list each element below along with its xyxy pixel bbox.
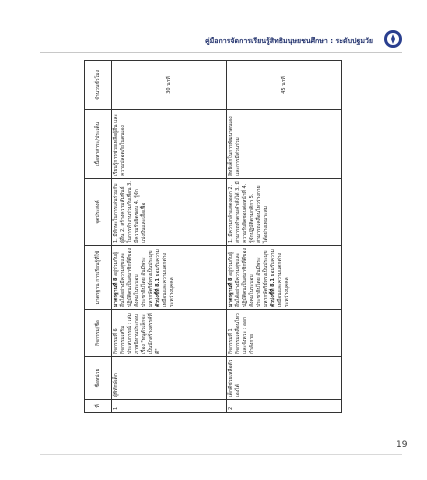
table-row [227, 61, 342, 413]
header-cell: ชื่อหน่วย [85, 357, 112, 400]
lesson-plan-table [84, 60, 342, 413]
indicator-title: ตัวบ่งชี้ที่ 8.1 [155, 278, 161, 307]
indicator-text: ยอมรับความเหมือนและความแตกต่างระหว่างบุคคล [155, 249, 175, 307]
page-header-title: คู่มือการจัดการเรียนรู้สิทธิมนุษยชนศึกษา : ระดับปฐมวัย [205, 37, 373, 45]
header-cell: กิจกรรม/ชื่อ [85, 310, 112, 357]
header-cell: จำนวนชั่วโมง [85, 61, 112, 110]
row-number: 1 [112, 400, 227, 413]
row-number: 2 [227, 400, 342, 413]
standard-text: อยู่ร่วมกับผู้อื่นได้อย่างมีความสุขและปฏิบัติตนเป็นสมาชิกที่ดีของสังคมในระบอบประชาธิปไตย อันมีพระมหากษัตริย์ทรงเป็นประมุข [228, 248, 269, 307]
header-cell: เนื้อหาสาระ/ประเด็น [85, 110, 112, 179]
content-cell: สิทธิเด็กในการพัฒนาตนเองและการมีส่วนร่วม [227, 110, 342, 179]
standard-cell [227, 246, 342, 310]
rotated-table-container [84, 61, 342, 413]
objectives-cell: 1. มีความกล้าแสดงออก 2. สามารถทำตามคำสั่งได้ 3. มีความรับผิดชอบต่อหน้าที่ 4. รู้จักปฏิบัติตามกติกา 5. สามารถเคลื่อนไหวร่างกายได้อย่างเหมาะสม [227, 179, 342, 246]
header-cell: จุดประสงค์ [85, 179, 112, 246]
activity-cell: กิจกรรมที่ 6 กิจกรรมเสริมประสบการณ์ : เล่มภาพนิทานประกอบเรื่อง "หนูตัวเล็กจะเป็นนักสร้างสรรค์ที่ดี" [112, 310, 227, 357]
indicator-text: ยอมรับความเหมือนและความแตกต่างระหว่างบุคคล [270, 249, 290, 307]
objectives-cell: 1. มีทักษะในการเล่นร่วมกับผู้อื่น 2. สร้างความสัมพันธ์ในการทำงานร่วมกับเพื่อน 3. มีความรับผิดชอบ 4. รู้จักแบ่งปันและเอื้อเฟื้อ [112, 179, 227, 246]
time-cell: 45 นาที [227, 61, 342, 110]
content-cell: เรียนรู้การช่วยเหลือผู้อื่น และความปลอดภัยในตนเอง [112, 110, 227, 179]
activity-cell: กิจกรรมที่ 1 กิจกรรมเคลื่อนไหวและจังหวะ : ออกกำลังกาย [227, 310, 342, 357]
table-row [112, 61, 227, 413]
footer-divider [40, 454, 402, 455]
emblem-logo [383, 29, 403, 49]
indicator-title: ตัวบ่งชี้ที่ 8.1 [270, 278, 276, 307]
header-divider [40, 52, 402, 53]
page-number: 19 [396, 440, 408, 450]
standard-text: อยู่ร่วมกับผู้อื่นได้อย่างมีความสุขและปฏิบัติตนเป็นสมาชิกที่ดีของสังคมในระบอบประชาธิปไตย อันมีพระมหากษัตริย์ทรงเป็นประมุข [113, 248, 154, 307]
unit-name: ผู้พิทักษ์เด็ก [112, 357, 227, 400]
header-cell: ที่ [85, 400, 112, 413]
time-cell: 30 นาที [112, 61, 227, 110]
unit-name: เด็กดีช่วยเหลือตัวเองได้ [227, 357, 342, 400]
standard-title: มาตรฐานที่ 8 [228, 277, 234, 307]
standard-cell [112, 246, 227, 310]
header-cell: มาตรฐาน การเรียนรู้ที่ใช้ [85, 246, 112, 310]
table-header-row [85, 61, 112, 413]
standard-title: มาตรฐานที่ 8 [113, 277, 119, 307]
